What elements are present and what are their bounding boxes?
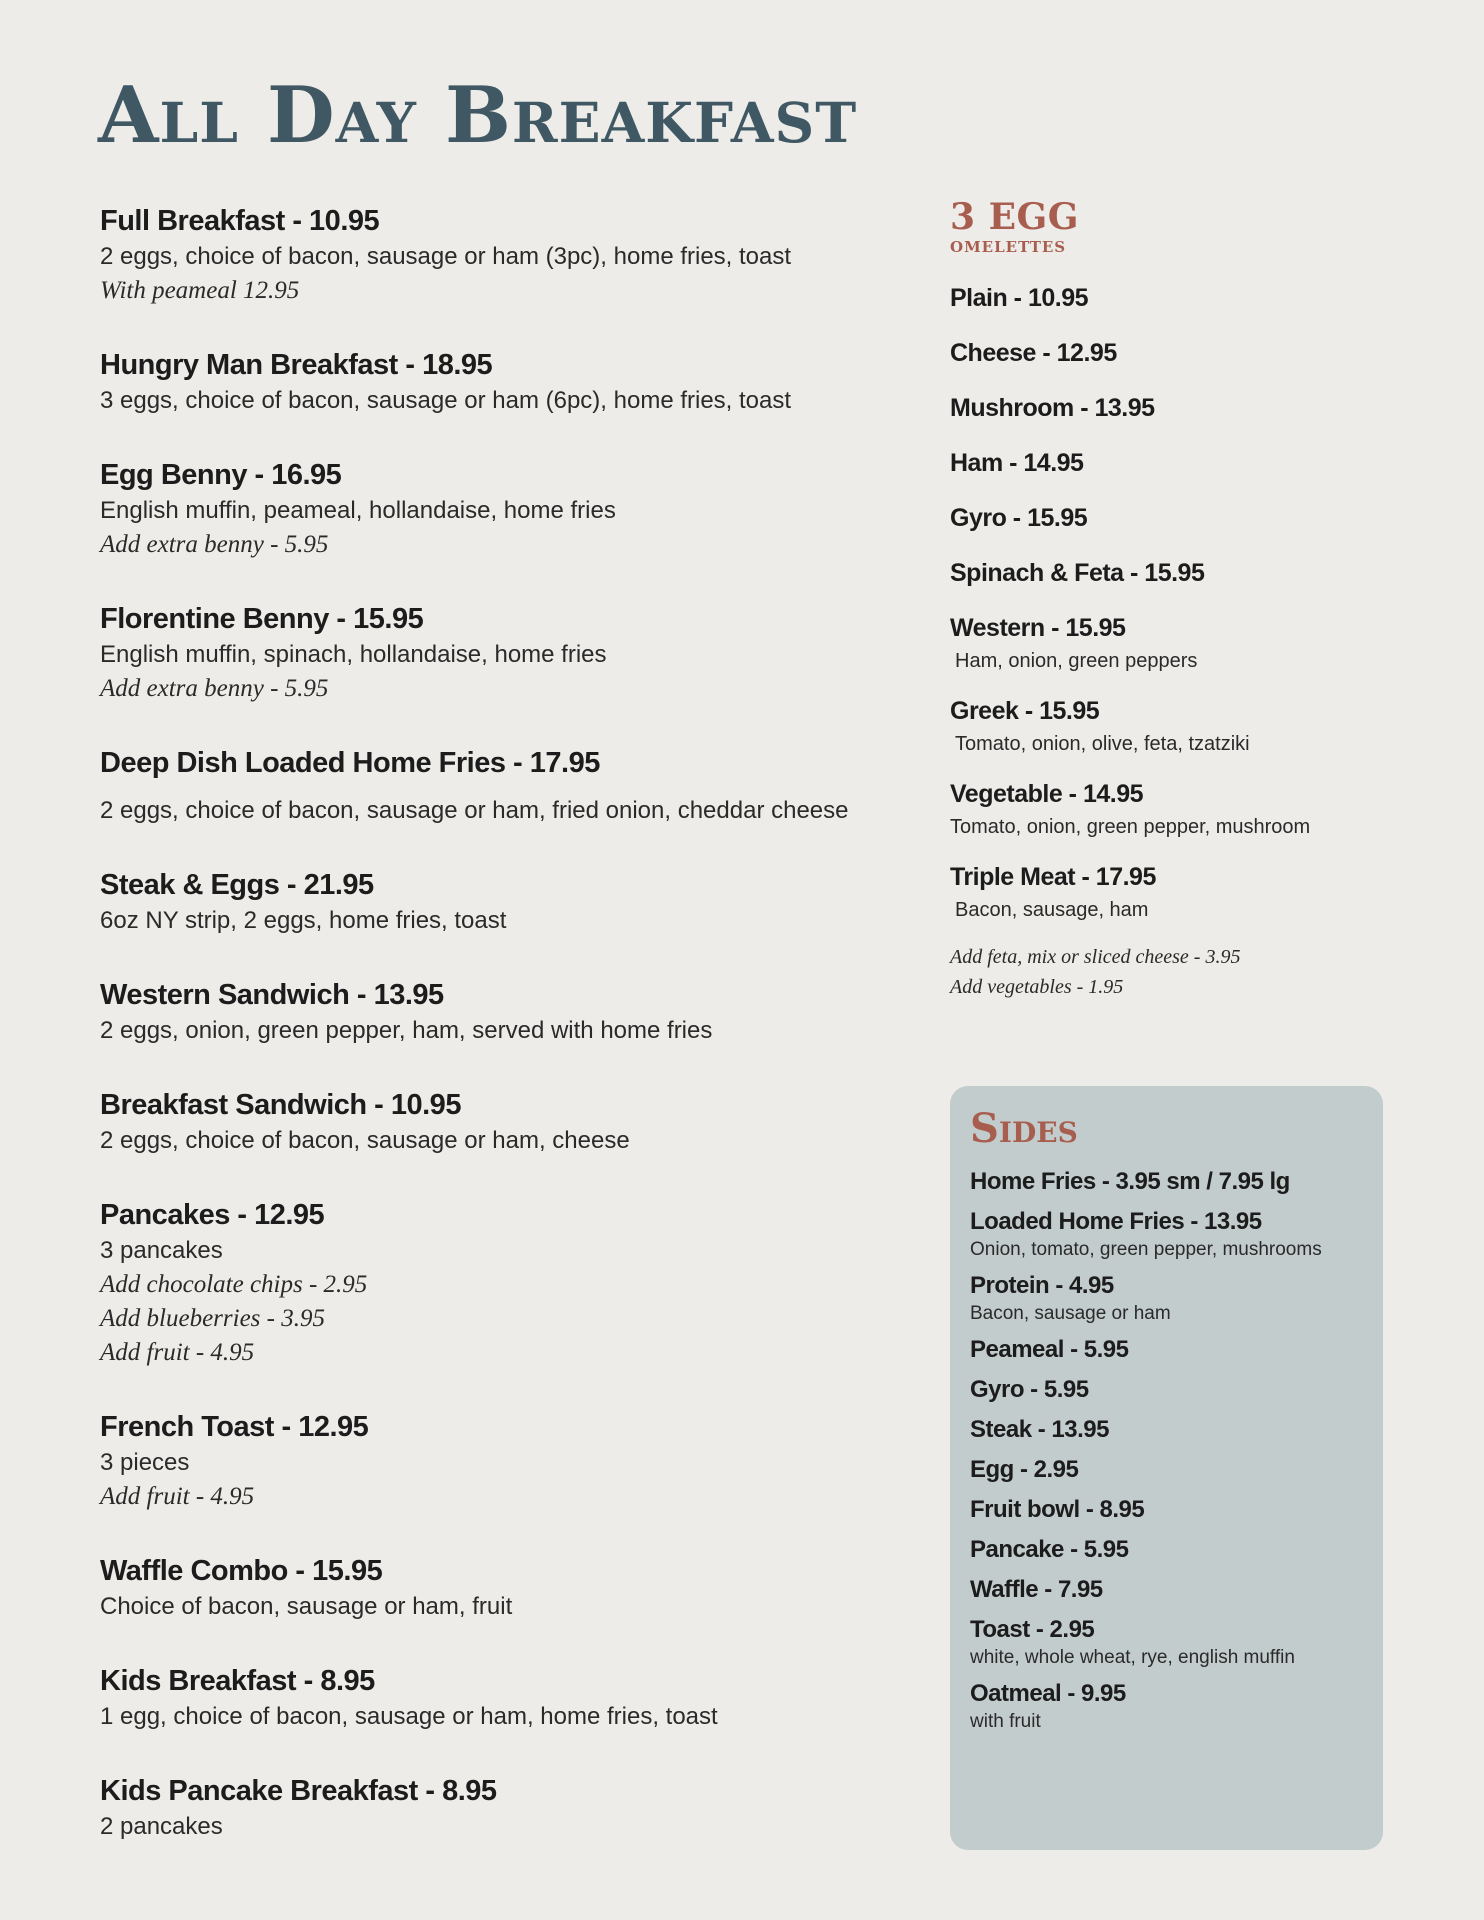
omelette-item xyxy=(950,610,1390,675)
omelette-name: Ham - 14.95 xyxy=(950,449,1084,477)
omelette-item xyxy=(950,280,1390,317)
side-item xyxy=(970,1374,1373,1406)
menu-item-description: 3 pieces xyxy=(100,1449,190,1476)
menu-item xyxy=(100,1772,900,1844)
side-item-name: Steak - 13.95 xyxy=(970,1416,1109,1443)
side-item xyxy=(970,1454,1373,1486)
omelette-description: Tomato, onion, olive, feta, tzatziki xyxy=(955,733,1250,755)
menu-item-description: 2 pancakes xyxy=(100,1813,223,1840)
side-item-name: Protein - 4.95 xyxy=(970,1272,1114,1299)
sides-list xyxy=(970,1166,1373,1734)
side-item-description: with fruit xyxy=(970,1711,1041,1732)
omelette-item xyxy=(950,776,1390,841)
side-item xyxy=(970,1678,1373,1734)
menu-item-name: Kids Pancake Breakfast - 8.95 xyxy=(100,1775,497,1807)
menu-item-description: 2 eggs, onion, green pepper, ham, served with home fries xyxy=(100,1017,713,1044)
side-item-description: white, whole wheat, rye, english muffin xyxy=(970,1647,1295,1668)
menu-item xyxy=(100,346,900,418)
menu-item-description: 3 eggs, choice of bacon, sausage or ham (6pc), home fries, toast xyxy=(100,387,792,414)
menu-item-name: French Toast - 12.95 xyxy=(100,1411,369,1443)
omelette-name: Greek - 15.95 xyxy=(950,697,1100,725)
menu-item-name: Deep Dish Loaded Home Fries - 17.95 xyxy=(100,747,600,779)
menu-item xyxy=(100,1408,900,1514)
omelette-description: Bacon, sausage, ham xyxy=(955,899,1149,921)
main-menu-list xyxy=(100,202,900,1882)
menu-item xyxy=(100,1086,900,1158)
omelette-item xyxy=(950,693,1390,758)
omelette-item xyxy=(950,500,1390,537)
omelettes-list xyxy=(950,280,1390,924)
omelette-name: Mushroom - 13.95 xyxy=(950,394,1155,422)
omelette-item xyxy=(950,555,1390,592)
omelettes-subtitle: OMELETTES xyxy=(950,238,1067,256)
omelette-name: Vegetable - 14.95 xyxy=(950,780,1144,808)
page-title: All Day Breakfast xyxy=(98,70,858,161)
side-item xyxy=(970,1334,1373,1366)
omelette-name: Western - 15.95 xyxy=(950,614,1126,642)
menu-item-name: Pancakes - 12.95 xyxy=(100,1199,325,1231)
menu-item xyxy=(100,866,900,938)
side-item-name: Peameal - 5.95 xyxy=(970,1336,1129,1363)
menu-item-name: Egg Benny - 16.95 xyxy=(100,459,342,491)
omelette-item xyxy=(950,335,1390,372)
omelette-addon: Add vegetables - 1.95 xyxy=(950,976,1124,998)
sides-title: Sides xyxy=(970,1105,1078,1152)
omelette-name: Triple Meat - 17.95 xyxy=(950,863,1156,891)
side-item xyxy=(970,1494,1373,1526)
omelettes-notes xyxy=(950,942,1390,1002)
menu-item xyxy=(100,744,900,828)
menu-item-addon: With peameal 12.95 xyxy=(100,277,300,304)
menu-item-addon: Add fruit - 4.95 xyxy=(100,1339,255,1366)
menu-item-description: 3 pancakes xyxy=(100,1237,223,1264)
omelette-item xyxy=(950,445,1390,482)
menu-item xyxy=(100,1662,900,1734)
menu-item xyxy=(100,202,900,308)
menu-item-description: 2 eggs, choice of bacon, sausage or ham, cheese xyxy=(100,1127,630,1154)
side-item xyxy=(970,1206,1373,1262)
menu-item-addon: Add fruit - 4.95 xyxy=(100,1483,255,1510)
menu-item-description: 1 egg, choice of bacon, sausage or ham, home fries, toast xyxy=(100,1703,718,1730)
menu-item xyxy=(100,1552,900,1624)
menu-item-name: Full Breakfast - 10.95 xyxy=(100,205,380,237)
menu-item-addon: Add blueberries - 3.95 xyxy=(100,1305,325,1332)
menu-item xyxy=(100,1196,900,1370)
menu-item-description: 2 eggs, choice of bacon, sausage or ham, fried onion, cheddar cheese xyxy=(100,797,849,824)
menu-item xyxy=(100,456,900,562)
side-item-name: Waffle - 7.95 xyxy=(970,1576,1103,1603)
side-item-description: Bacon, sausage or ham xyxy=(970,1303,1171,1324)
omelette-item xyxy=(950,390,1390,427)
omelette-name: Gyro - 15.95 xyxy=(950,504,1088,532)
omelette-description: Tomato, onion, green pepper, mushroom xyxy=(950,816,1311,838)
menu-item-name: Steak & Eggs - 21.95 xyxy=(100,869,374,901)
menu-item-name: Florentine Benny - 15.95 xyxy=(100,603,424,635)
menu-item-name: Breakfast Sandwich - 10.95 xyxy=(100,1089,461,1121)
menu-item-description: English muffin, spinach, hollandaise, home fries xyxy=(100,641,607,668)
omelette-addon: Add feta, mix or sliced cheese - 3.95 xyxy=(950,946,1241,968)
side-item-name: Toast - 2.95 xyxy=(970,1616,1095,1643)
sides-panel xyxy=(950,1086,1383,1850)
omelette-name: Cheese - 12.95 xyxy=(950,339,1117,367)
side-item xyxy=(970,1614,1373,1670)
menu-item-description: Choice of bacon, sausage or ham, fruit xyxy=(100,1593,513,1620)
side-item-name: Fruit bowl - 8.95 xyxy=(970,1496,1145,1523)
menu-item-description: 6oz NY strip, 2 eggs, home fries, toast xyxy=(100,907,507,934)
menu-item-addon: Add chocolate chips - 2.95 xyxy=(100,1271,368,1298)
side-item-name: Home Fries - 3.95 sm / 7.95 lg xyxy=(970,1168,1290,1195)
menu-item-name: Hungry Man Breakfast - 18.95 xyxy=(100,349,493,381)
side-item xyxy=(970,1414,1373,1446)
omelette-item xyxy=(950,859,1390,924)
side-item-name: Egg - 2.95 xyxy=(970,1456,1079,1483)
menu-item xyxy=(100,600,900,706)
side-item xyxy=(970,1534,1373,1566)
side-item-name: Pancake - 5.95 xyxy=(970,1536,1129,1563)
menu-item-addon: Add extra benny - 5.95 xyxy=(100,531,329,558)
side-item-name: Loaded Home Fries - 13.95 xyxy=(970,1208,1262,1235)
menu-item xyxy=(100,976,900,1048)
omelette-description: Ham, onion, green peppers xyxy=(955,650,1198,672)
menu-item-name: Western Sandwich - 13.95 xyxy=(100,979,444,1011)
omelettes-title: 3 EGG xyxy=(950,196,1080,238)
side-item xyxy=(970,1574,1373,1606)
omelettes-section xyxy=(950,196,1390,1002)
side-item-name: Oatmeal - 9.95 xyxy=(970,1680,1126,1707)
side-item-description: Onion, tomato, green pepper, mushrooms xyxy=(970,1239,1322,1260)
omelette-name: Plain - 10.95 xyxy=(950,284,1089,312)
menu-item-name: Waffle Combo - 15.95 xyxy=(100,1555,383,1587)
menu-item-description: 2 eggs, choice of bacon, sausage or ham (3pc), home fries, toast xyxy=(100,243,792,270)
omelette-name: Spinach & Feta - 15.95 xyxy=(950,559,1205,587)
menu-item-description: English muffin, peameal, hollandaise, home fries xyxy=(100,497,616,524)
side-item-name: Gyro - 5.95 xyxy=(970,1376,1089,1403)
side-item xyxy=(970,1166,1373,1198)
menu-item-name: Kids Breakfast - 8.95 xyxy=(100,1665,375,1697)
side-item xyxy=(970,1270,1373,1326)
menu-item-addon: Add extra benny - 5.95 xyxy=(100,675,329,702)
